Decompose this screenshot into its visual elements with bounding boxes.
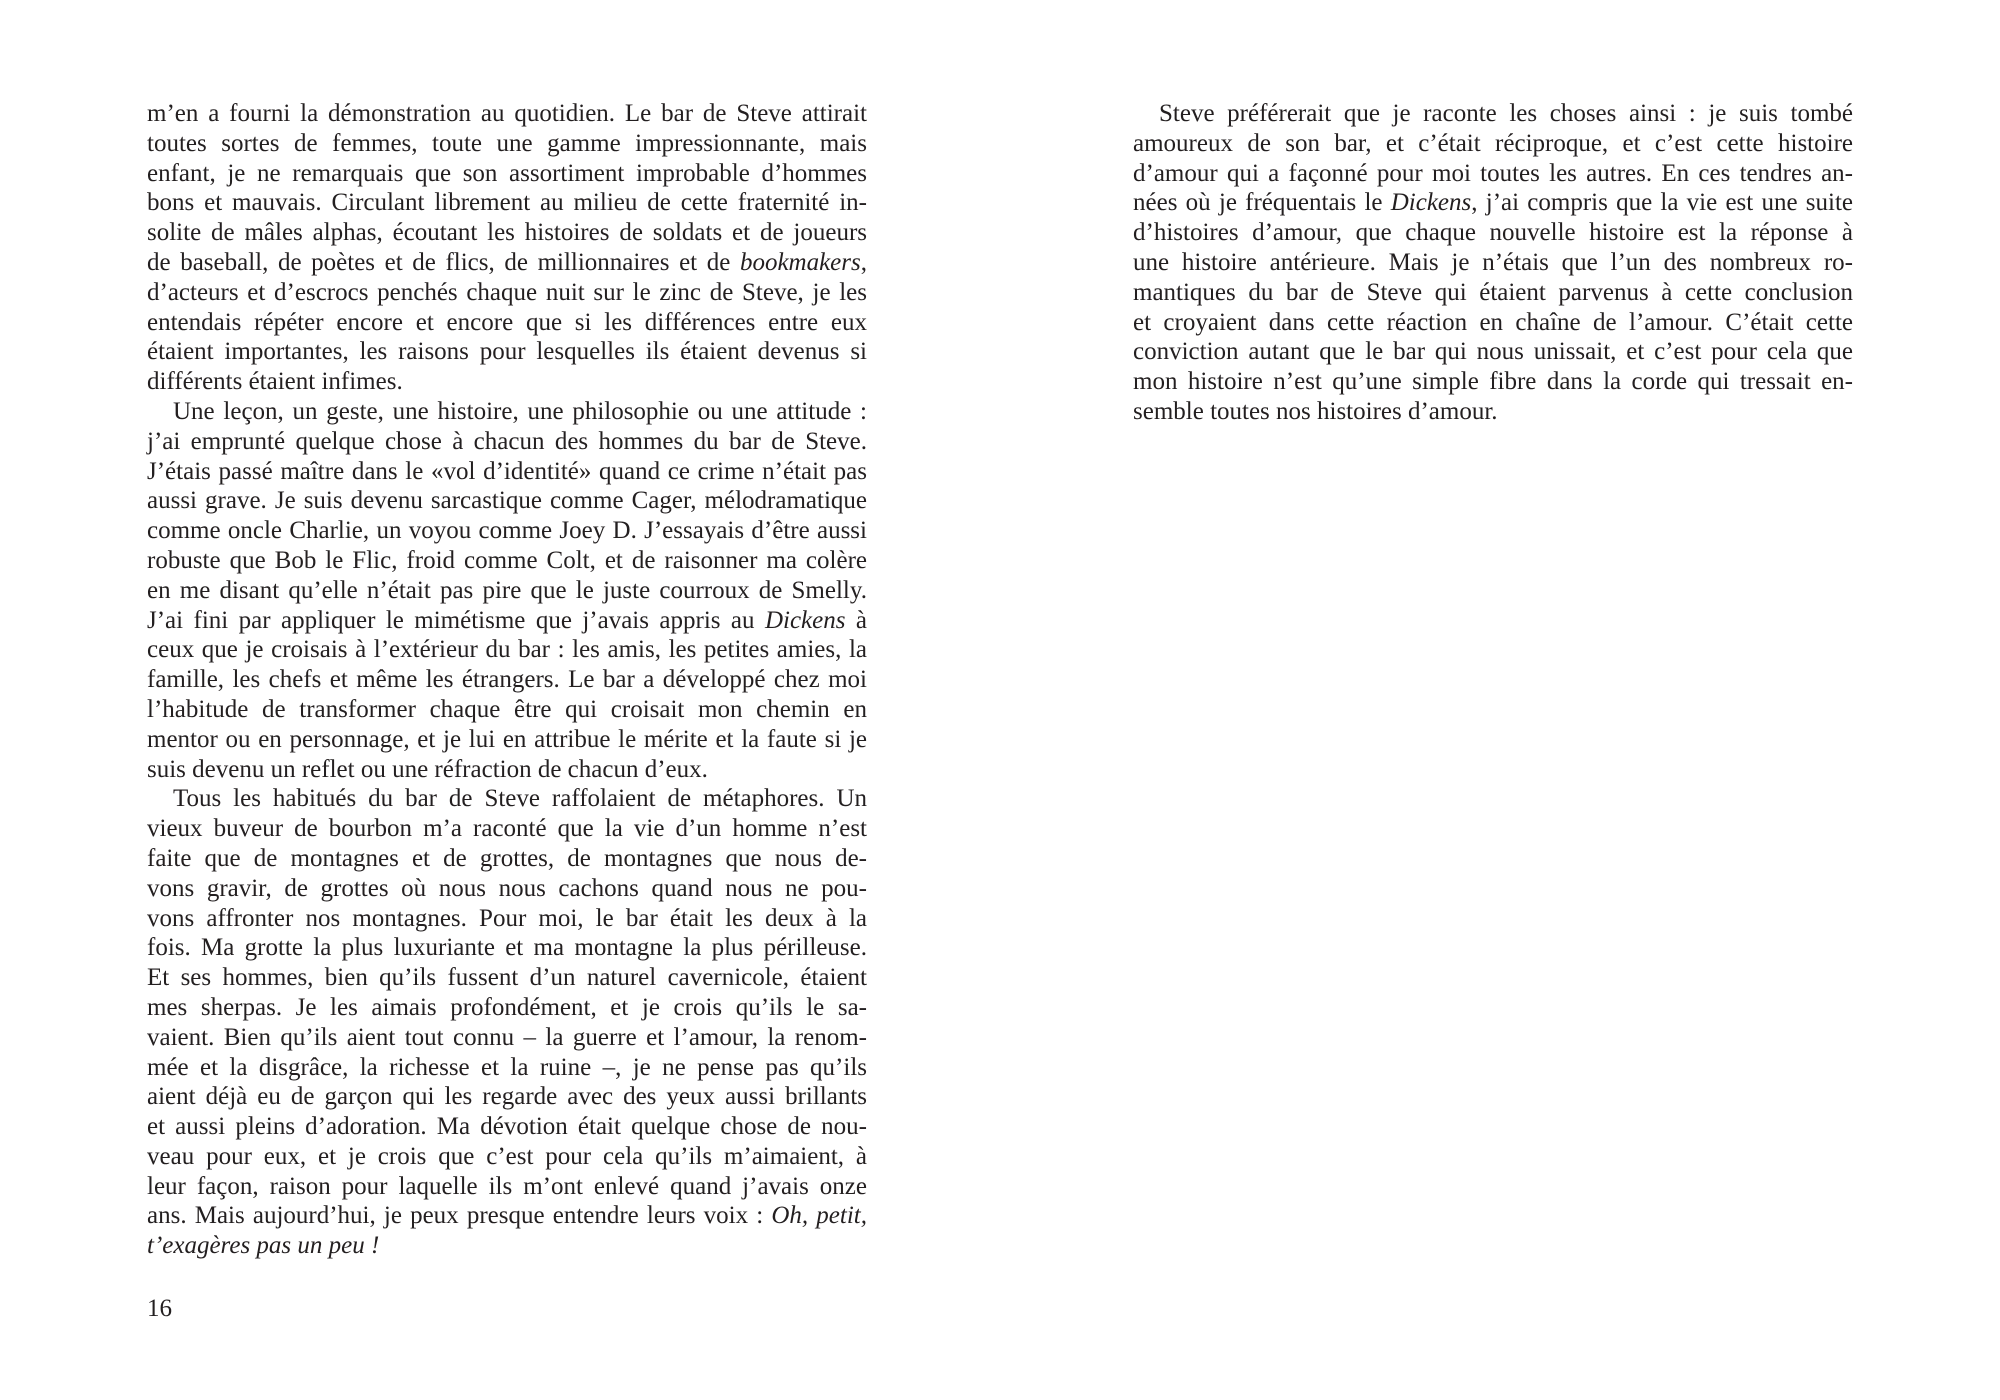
- text-run: comme oncle Charlie, un voyou comme Joey D. J’essayais d’être aussi: [147, 517, 867, 545]
- text-line: [1133, 218, 1853, 248]
- text-line: [147, 486, 867, 516]
- text-run: vons affronter nos montagnes. Pour moi, le bar était les deux à la: [147, 904, 867, 932]
- text-run: amoureux de son bar, et c’était réciproque, et c’est cette histoire: [1133, 129, 1853, 157]
- text-run: m’en a fourni la démonstration au quotidien. Le bar de Steve attirait: [147, 100, 867, 127]
- text-line: [147, 755, 867, 785]
- text-line: [147, 337, 867, 367]
- text-run: l’habitude de transformer chaque être qui croisait mon chemin en: [147, 695, 867, 723]
- text-run: mantiques du bar de Steve qui étaient parvenus à cette conclusion: [1133, 278, 1853, 306]
- text-run: mon histoire n’est qu’une simple fibre dans la corde qui tressait en-: [1133, 368, 1853, 396]
- text-line: [147, 99, 867, 129]
- text-line: [1133, 129, 1853, 159]
- text-line: [147, 725, 867, 755]
- paragraph: [147, 397, 867, 784]
- text-line: [147, 308, 867, 338]
- text-line: [1133, 248, 1853, 278]
- text-line: [147, 635, 867, 665]
- italic-text: bookmakers: [739, 248, 861, 276]
- text-line: [147, 1201, 867, 1231]
- text-line: [1133, 367, 1853, 397]
- text-run: Steve préférerait que je raconte les choses ainsi : je suis tombé: [1159, 100, 1853, 127]
- text-line: [1133, 188, 1853, 218]
- text-run: vaient. Bien qu’ils aient tout connu – la guerre et l’amour, la renom-: [147, 1023, 867, 1051]
- paragraph: [1133, 99, 1853, 427]
- text-run: solite de mâles alphas, écoutant les histoires de soldats et de joueurs: [147, 219, 867, 247]
- text-run: faite que de montagnes et de grottes, de montagnes que nous de-: [147, 844, 867, 872]
- text-line: [147, 397, 867, 427]
- text-line: [147, 695, 867, 725]
- text-run: de baseball, de poètes et de flics, de millionnaires et de: [147, 248, 740, 276]
- right-page: [1000, 0, 2000, 1400]
- text-run: Et ses hommes, bien qu’ils fussent d’un naturel cavernicole, étaient: [147, 964, 867, 992]
- text-line: [1133, 337, 1853, 367]
- text-run: veau pour eux, et je crois que c’est pour cela qu’ils m’aimaient, à: [147, 1142, 867, 1170]
- text-run: ans. Mais aujourd’hui, je peux presque entendre leurs voix :: [147, 1202, 772, 1230]
- text-run: aussi grave. Je suis devenu sarcastique comme Cager, mélodramatique: [147, 487, 867, 515]
- text-run: Tous les habitués du bar de Steve raffolaient de métaphores. Un: [173, 785, 867, 813]
- text-line: [147, 1112, 867, 1142]
- italic-text: t’exagères pas un peu !: [147, 1232, 380, 1260]
- text-run: mentor ou en personnage, et je lui en attribue le mérite et la faute si je: [147, 725, 867, 753]
- text-line: [147, 1231, 867, 1261]
- text-line: [147, 606, 867, 636]
- text-run: conviction autant que le bar qui nous unissait, et c’est pour cela que: [1133, 338, 1853, 366]
- text-run: d’amour qui a façonné pour moi toutes les autres. En ces tendres an-: [1133, 159, 1853, 187]
- text-line: [147, 904, 867, 934]
- text-run: vons gravir, de grottes où nous nous cachons quand nous ne pou-: [147, 874, 867, 902]
- text-run: aient déjà eu de garçon qui les regarde avec des yeux aussi brillants: [147, 1083, 867, 1111]
- italic-text: Dickens: [1390, 189, 1472, 217]
- text-run: nées où je fréquentais le: [1133, 189, 1391, 217]
- text-run: différents étaient infimes.: [147, 368, 403, 396]
- text-line: [147, 1053, 867, 1083]
- text-run: leur façon, raison pour laquelle ils m’ont enlevé quand j’avais onze: [147, 1172, 867, 1200]
- text-line: [147, 516, 867, 546]
- text-line: [147, 129, 867, 159]
- text-run: enfant, je ne remarquais que son assortiment improbable d’hommes: [147, 159, 867, 187]
- text-line: [147, 933, 867, 963]
- right-page-text-column: [1133, 99, 1853, 427]
- text-run: ,: [860, 248, 867, 276]
- text-line: [147, 188, 867, 218]
- italic-text: Oh, petit,: [771, 1202, 867, 1230]
- text-run: suis devenu un reflet ou une réfraction de chacun d’eux.: [147, 755, 708, 783]
- text-run: J’étais passé maître dans le «vol d’identité» quand ce crime n’était pas: [147, 457, 867, 485]
- text-line: [147, 1082, 867, 1112]
- left-page-text-column: [147, 99, 867, 1261]
- text-run: ceux que je croisais à l’extérieur du bar : les amis, les petites amies, la: [147, 636, 867, 664]
- text-run: à: [845, 606, 867, 634]
- text-run: Une leçon, un geste, une histoire, une philosophie ou une attitude :: [173, 397, 867, 425]
- text-line: [147, 1172, 867, 1202]
- italic-text: Dickens: [764, 606, 846, 634]
- text-line: [147, 457, 867, 487]
- text-run: mes sherpas. Je les aimais profondément, et je crois qu’ils le sa-: [147, 993, 867, 1021]
- text-line: [147, 844, 867, 874]
- text-line: [147, 576, 867, 606]
- text-line: [1133, 159, 1853, 189]
- paragraph: [147, 784, 867, 1261]
- text-run: semble toutes nos histoires d’amour.: [1133, 397, 1498, 425]
- text-line: [147, 427, 867, 457]
- text-line: [147, 874, 867, 904]
- text-run: J’ai fini par appliquer le mimétisme que j’avais appris au: [147, 606, 765, 634]
- text-line: [1133, 99, 1853, 129]
- paragraph: [147, 99, 867, 397]
- text-line: [147, 1142, 867, 1172]
- text-run: j’ai emprunté quelque chose à chacun des hommes du bar de Steve.: [147, 427, 867, 455]
- text-run: une histoire antérieure. Mais je n’étais que l’un des nombreux ro-: [1133, 248, 1853, 276]
- text-run: étaient importantes, les raisons pour lesquelles ils étaient devenus si: [147, 338, 867, 366]
- text-run: et croyaient dans cette réaction en chaîne de l’amour. C’était cette: [1133, 308, 1853, 336]
- text-run: robuste que Bob le Flic, froid comme Colt, et de raisonner ma colère: [147, 546, 867, 574]
- text-line: [1133, 397, 1853, 427]
- text-line: [147, 367, 867, 397]
- text-run: , j’ai compris que la vie est une suite: [1471, 189, 1853, 217]
- text-line: [147, 159, 867, 189]
- text-line: [147, 993, 867, 1023]
- text-line: [147, 814, 867, 844]
- text-line: [147, 278, 867, 308]
- text-run: vieux buveur de bourbon m’a raconté que la vie d’un homme n’est: [147, 815, 867, 843]
- text-run: d’acteurs et d’escrocs penchés chaque nuit sur le zinc de Steve, je les: [147, 278, 867, 306]
- text-line: [147, 546, 867, 576]
- text-run: toutes sortes de femmes, toute une gamme impressionnante, mais: [147, 129, 867, 157]
- text-line: [147, 784, 867, 814]
- page-number: 16: [147, 1295, 172, 1322]
- text-run: d’histoires d’amour, que chaque nouvelle histoire est la réponse à: [1133, 219, 1853, 247]
- text-run: en me disant qu’elle n’était pas pire que le juste courroux de Smelly.: [147, 576, 867, 604]
- text-run: mée et la disgrâce, la richesse et la ruine –, je ne pense pas qu’ils: [147, 1053, 867, 1081]
- text-line: [147, 963, 867, 993]
- text-line: [147, 665, 867, 695]
- text-line: [147, 1023, 867, 1053]
- text-line: [147, 248, 867, 278]
- text-run: bons et mauvais. Circulant librement au milieu de cette fraternité in-: [147, 189, 867, 217]
- text-line: [1133, 308, 1853, 338]
- text-line: [1133, 278, 1853, 308]
- text-run: famille, les chefs et même les étrangers. Le bar a développé chez moi: [147, 666, 867, 694]
- text-run: fois. Ma grotte la plus luxuriante et ma montagne la plus périlleuse.: [147, 934, 867, 962]
- text-run: entendais répéter encore et encore que si les différences entre eux: [147, 308, 867, 336]
- text-line: [147, 218, 867, 248]
- text-run: et aussi pleins d’adoration. Ma dévotion était quelque chose de nou-: [147, 1113, 867, 1141]
